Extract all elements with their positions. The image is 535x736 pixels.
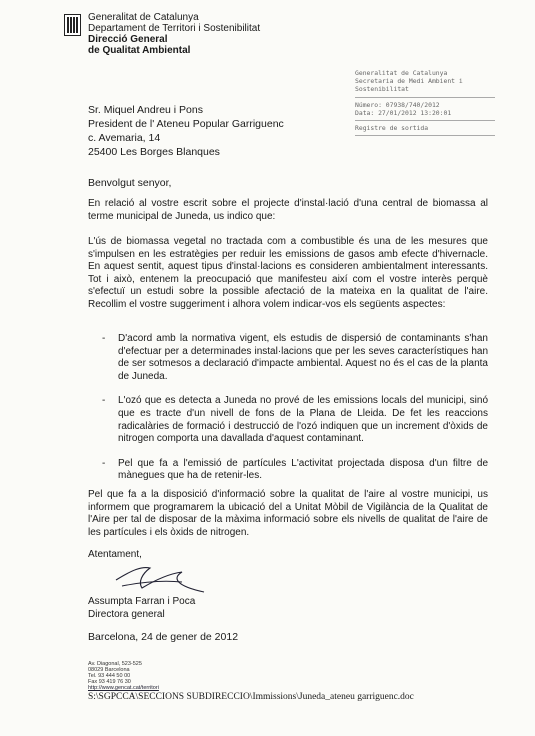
list-item — [88, 395, 488, 445]
department-name: Departament de Territori i Sostenibilitat — [88, 23, 261, 34]
aspects-list — [88, 333, 488, 483]
recipient-address — [88, 103, 284, 159]
stamp-number: Número: 07938/740/2012 — [355, 100, 440, 109]
footer-website-link[interactable]: http://www.gencat.cat/territori — [88, 685, 159, 691]
list-dash: - — [102, 395, 106, 407]
footer-phone: Tel. 93 444 50 00 — [88, 673, 131, 679]
org-name: Generalitat de Catalunya — [88, 12, 199, 23]
stamp-line1: Generalitat de Catalunya — [355, 69, 448, 77]
stamp-line3: Sostenibilitat — [355, 85, 409, 94]
signer-role: Directora general — [88, 608, 165, 620]
recipient-title: President de l' Ateneu Popular Garriguenc — [88, 118, 284, 130]
stamp-register: Registre de sortida — [355, 124, 429, 133]
place-date: Barcelona, 24 de gener de 2012 — [88, 631, 239, 643]
recipient-name: Sr. Miquel Andreu i Pons — [88, 104, 203, 116]
list-dash: - — [102, 333, 106, 344]
registry-stamp — [355, 69, 495, 139]
list-item — [88, 333, 488, 383]
list-item-text: D'acord amb la normativa vigent, els estudis de dispersió de contaminants s'han d'efectuar per a determinades instal·lacions que per les seves característiques han de ser sotmesos a declaració d'impacte ambiental. Aquest no és el cas de la planta de Juneda. — [118, 333, 488, 382]
footer-address — [88, 661, 159, 691]
stamp-date: Data: 27/01/2012 13:20:01 — [355, 108, 452, 117]
stamp-line2: Secretaria de Medi Ambient i — [355, 77, 463, 86]
handwritten-signature — [112, 560, 212, 596]
signer-name: Assumpta Farran i Poca — [88, 596, 196, 607]
body-paragraph-2: Pel que fa a la disposició d'informació sobre la qualitat de l'aire al vostre municipi, us informem que programarem la ubicació del a Unitat Mòbil de Vigilància de la Qualitat de l'Aire per tal de disposar de la màxima informació sobre els nivells de qualitat de l'aire de les partícules i els òxids de nitrogen. — [88, 489, 488, 538]
footer-fax: Fax 93 419 76 30 — [88, 679, 131, 685]
stamp-divider — [355, 97, 495, 98]
greeting: Benvolgut senyor, — [88, 177, 172, 189]
unit-name-line2: de Qualitat Ambiental — [88, 45, 191, 56]
footer-street: Av. Diagonal, 523-525 — [88, 661, 142, 667]
generalitat-logo-icon — [64, 14, 81, 36]
stamp-divider — [355, 135, 495, 136]
closing: Atentament, — [88, 549, 142, 560]
list-item-text: L'ozó que es detecta a Juneda no prové de les emissions locals del municipi, sinó que es tracte d'un nivell de fons de la Plana de Lleida. De fet les reaccions radicalàries de formació i destrucció de l'ozó indiquen que un increment d'òxids de nitrogen comporta una davallada d'aquest contaminant. — [118, 395, 488, 445]
body-paragraph-1: L'ús de biomassa vegetal no tractada com a combustible és una de les mesures que s'impulsen en les estratègies per reduir les emissions de gasos amb efecte d'hivernacle. En aquest sentit, aquest tipus d'instal·lacions es consideren ambientalment interessants. Tot i això, entenem la preocupació que manifesteu així com el vostre interès perquè s'efectuï un estudi sobre la possible afectació de la mateixa en la qualitat de l'aire. Recollim el vostre suggeriment i alhora volem indicar-vos els següents aspectes: — [88, 236, 488, 310]
stamp-divider — [355, 120, 495, 121]
signer-block — [88, 596, 195, 621]
unit-name-line1: Direcció General — [88, 34, 168, 45]
recipient-street: c. Avemaria, 14 — [88, 132, 161, 144]
footer-postcode: 08029 Barcelona — [88, 667, 130, 673]
list-item — [88, 458, 488, 483]
intro-paragraph: En relació al vostre escrit sobre el projecte d'instal·lació d'una central de biomassa al terme municipal de Juneda, us indico que: — [88, 198, 488, 222]
file-path: S:\SGPCCA\SECCIONS SUBDIRECCIO\Immissions\Juneda_ateneu garriguenc.doc — [88, 692, 414, 702]
organization-header — [88, 12, 260, 56]
list-item-text: Pel que fa a l'emissió de partícules L'activitat projectada disposa d'un filtre de mànegues que ha de retenir-les. — [118, 457, 488, 482]
list-dash: - — [102, 457, 106, 469]
recipient-city: 25400 Les Borges Blanques — [88, 146, 220, 158]
